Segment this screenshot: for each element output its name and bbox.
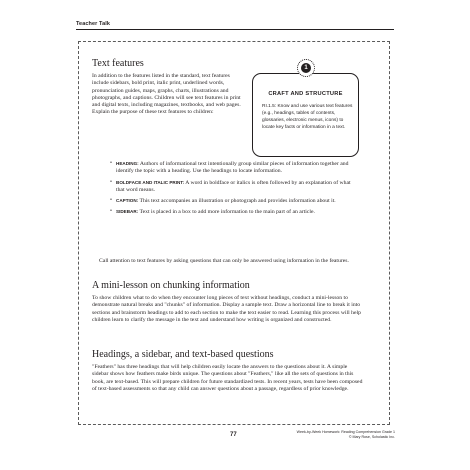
bullet-icon: •: [110, 197, 112, 203]
term-description: A word in boldface or italics is often followed by an explanation of what that word means.: [116, 179, 351, 193]
bullet-icon: •: [110, 208, 112, 215]
footer-credit: [297, 430, 395, 439]
list-item: [110, 160, 360, 176]
credit-line-title: Week-by-Week Homework: Reading Comprehension Grade 1: [296, 430, 395, 434]
term-label: SIDEBAR:: [116, 209, 139, 215]
section-heading-text-features: Text features: [92, 58, 144, 69]
sidebar-box: [252, 73, 359, 157]
bullet-icon: •: [110, 178, 112, 185]
bullet-icon: •: [110, 160, 112, 166]
badge-number: 1: [301, 63, 311, 73]
sidebar-title: CRAFT AND STRUCTURE: [268, 91, 343, 97]
page-number: 77: [230, 432, 237, 438]
questions-body: "Feathers" has three headings that will help children easily locate the answers to the questions about it. A simple sidebar shows how feathers make birds unique. The questions about "Feathers," like all the sets of questions in this book, are text-based. This will prepare children for future standardized tests. In recent years, tests have been composed of text-based assessments so that any child can answer questions about a passage, regardless of prior knowledge.: [92, 364, 363, 392]
running-header: Teacher Talk: [76, 21, 111, 27]
credit-line-copyright: © Mary Rose, Scholastic Inc.: [348, 434, 395, 439]
term-label: BOLDFACE AND ITALIC PRINT:: [116, 179, 185, 185]
text-features-closing: Call attention to text features by asking questions that can only be answered using information in the features.: [99, 258, 349, 264]
term-label: HEADING:: [116, 161, 139, 166]
term-description: Authors of informational text intentionally group similar pieces of information together and identify the topic with a heading. Use the headings to locate information.: [116, 161, 349, 175]
list-item: [110, 197, 360, 205]
term-label: CAPTION:: [116, 198, 139, 203]
list-item: [110, 179, 360, 195]
section-heading-mini-lesson: A mini-lesson on chunking information: [92, 280, 250, 291]
text-features-intro: In addition to the features listed in the standard, text features include sidebars, bold print, italic print, underlined words, pronunciation guides, maps, graphs, charts, illustrations and photographs, and captions. Children will see text features in print and digital texts, including magazines, textbooks, and web pages. Explain the purpose of these text features to children:: [92, 73, 241, 116]
term-description: This text accompanies an illustration or photograph and provides information about it.: [138, 198, 336, 204]
text-features-list: [110, 160, 360, 220]
list-item: [110, 208, 360, 216]
term-description: Text is placed in a box to add more information to the main part of an article.: [138, 209, 315, 216]
mini-lesson-body: To show children what to do when they encounter long pieces of text without headings, conduct a mini-lesson to demonstrate natural breaks and "chunks" of information. Display a sample text. Draw a horizontal line to break it into sections and brainstorm headings to add to each section to make the text easier to read. Learning this process will help children learn to clarify the message in the text and understand how writing is organized and constructed.: [92, 295, 361, 323]
sidebar-standard-text: RI.1.5: Know and use various text features (e.g., headings, tables of contents, glossaries, electronic menus, icons) to locate key facts or information in a text.: [262, 104, 353, 131]
header-rule: [76, 29, 394, 30]
section-heading-questions: Headings, a sidebar, and text-based questions: [92, 349, 274, 360]
standard-badge-icon: [297, 59, 315, 77]
